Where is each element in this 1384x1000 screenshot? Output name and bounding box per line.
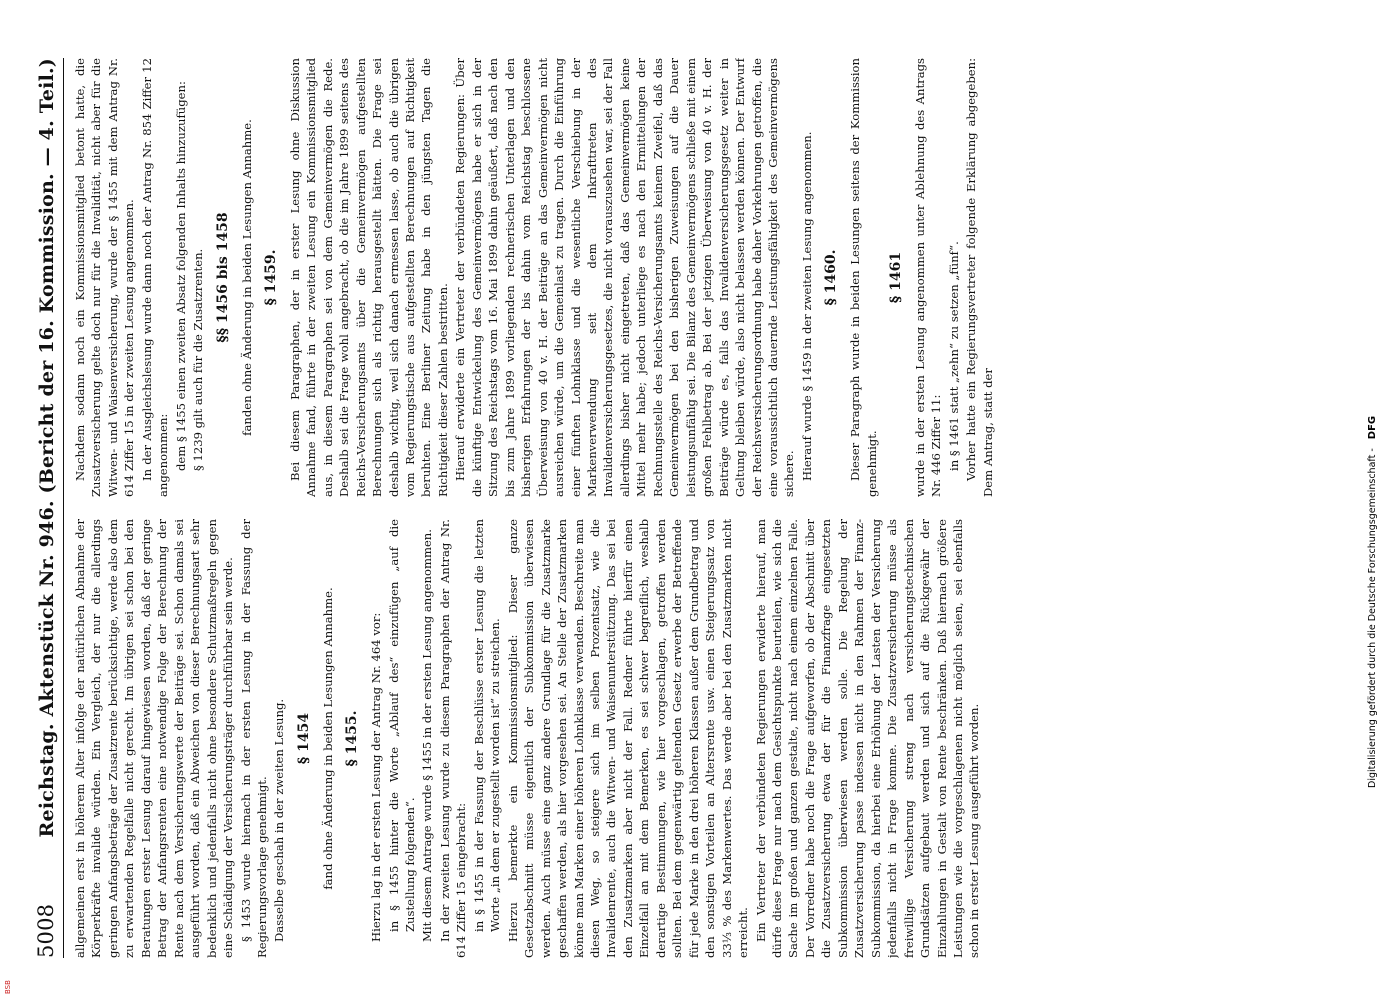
quoted-motion: in § 1455 hinter die Worte „Ablauf des“ einzufügen „auf die Zustellung folgenden“.: [386, 519, 417, 932]
paragraph: Mit diesem Antrage wurde § 1455 in der ersten Lesung angenommen.: [420, 529, 435, 942]
library-mark-text: BSB: [4, 980, 12, 994]
paragraph: fanden ohne Änderung in beiden Lesungen Annahme.: [239, 119, 254, 436]
paragraph: In der Ausgleichslesung wurde dann noch der Antrag Nr. 854 Ziffer 12 angenommen:: [139, 58, 171, 497]
right-column: [72, 58, 1282, 497]
library-mark: [2, 960, 14, 994]
page-number: 5008: [34, 903, 58, 958]
paragraph: § 1453 wurde hiernach in der ersten Lesung in der Fassung der Regierungsvorlage genehmigt.: [238, 519, 269, 958]
section-heading-1454: § 1454: [295, 712, 312, 765]
paragraph: In der zweiten Lesung wurde zu diesem Paragraphen der Antrag Nr. 614 Ziffer 15 eingebracht:: [437, 519, 469, 958]
section-heading-1455: § 1455.: [344, 710, 361, 767]
paragraph: Vorher hatte ein Regierungsvertreter folgende Erklärung abgegeben: Dem Antrag, statt der: [964, 58, 995, 497]
section-heading-1460: § 1460.: [823, 249, 840, 306]
quoted-motion: in § 1461 statt „zehn“ zu setzen „fünf“.: [946, 241, 961, 471]
paragraph: Bei diesem Paragraphen, der in erster Lesung ohne Diskussion Annahme fand, führte in der zweiten Lesung ein Kommissionsmitglied aus, in diesem Paragraphen sei von dem Gemeinvermögen die Rede. Deshalb sei die Frage wohl angebracht, ob die im Jahre 1899 seitens des Reichs-Versicherungsamts über die Gemeinvermögen aufgestellten Berechnungen sich als richtig herausgestellt hätten. Die Frage sei deshalb wichtig, weil sich danach ermessen lasse, ob auch die übrigen vom Regierungstische aus aufgestellten Berechnungen auf Richtigkeit beruhten. Eine Berliner Zeitung habe in den jüngsten Tagen die Richtigkeit dieser Zahlen bestritten.: [287, 58, 450, 497]
digitization-credit: [1362, 8, 1384, 788]
paragraph: Hierzu lag in der ersten Lesung der Antrag Nr. 464 vor:: [369, 612, 384, 942]
running-title: Reichstag. Aktenstück Nr. 946. (Bericht der 16. Kommission. — 4. Teil.): [36, 58, 58, 838]
left-column: [72, 519, 1282, 958]
paragraph: Dieser Paragraph wurde in beiden Lesungen seitens der Kommission genehmigt.: [848, 58, 879, 497]
dfg-logo: DFG: [1367, 415, 1378, 440]
paragraph: Hierauf erwiderte ein Vertreter der verbündeten Regierungen: Über die künftige Entwickelung des Gemeinvermögens habe er sich in der Sitzung des Reichstags vom 16. Mai 1899 dahin geäußert, daß nach den bis zum Jahre 1899 vorliegenden rechnerischen Unterlagen und den bisherigen Erfahrungen der bis dahin vom Reichstag beschlossene Überweisung von 40 v. H. der Beiträge an das Gemeinvermögen nicht ausreichen würde, um die Gemeinlast zu tragen. Durch die Einführung einer fünften Lohnklasse und die wesentliche Verschiebung in der Markenverwendung seit dem Inkrafttreten des Invalidenversicherungsgesetzes, die nicht vorauszusehen war, sei der Fall allerdings bisher nicht eingetreten, daß das Gemeinvermögen keine Mittel mehr habe; jedoch unterliege es nach den Ermittelungen der Rechnungsstelle des Reichs-Versicherungsamts keinem Zweifel, daß das Gemeinvermögen bei den bisherigen Zuweisungen auf die Dauer leistungsunfähig sei. Die Bilanz des Gemeinvermögens schließe mit einem großen Fehlbetrag ab. Bei der jetzigen Überweisung von 40 v. H. der Beiträge würde es, falls das Invalidenversicherungsgesetz weiter in Geltung bleiben würde, also nicht belassen werden können. Der Entwurf der Reichsversicherungsordnung habe daher Vorkehrungen getroffen, die eine voraussichtlich dauernde Leistungsfähigkeit des Gemeinvermögens sichere.: [453, 58, 797, 497]
paragraph: Nachdem sodann noch ein Kommissionsmitglied betont hatte, die Zusatzversicherung gelte doch nur für die Invalidität, nicht aber für die Witwen- und Waisenversicherung, wurde der § 1455 mit dem Antrag Nr. 614 Ziffer 15 in der zweiten Lesung angenommen.: [73, 58, 137, 497]
page-header: [34, 58, 64, 958]
quoted-motion: § 1239 gilt auch für die Zusatzrenten.: [191, 248, 206, 471]
paragraph: wurde in der ersten Lesung angenommen unter Ablehnung des Antrags Nr. 446 Ziffer 11:: [912, 58, 944, 497]
paragraph: Dasselbe geschah in der zweiten Lesung.: [272, 698, 287, 942]
paragraph: Ein Vertreter der verbündeten Regierungen erwiderte hierauf, man dürfe diese Frage nur nach dem Gesichtspunkte beurteilen, wie sich die Sache im großen und ganzen gestalte, nicht nach einem einzelnen Falle. Der Vorredner habe noch die Frage aufgeworfen, ob der Abschnitt über die Zusatzversicherung etwa der für die Finanzfrage eingesetzten Subkommission überwiesen werden solle. Die Regelung der Zusatzversicherung passe indessen nicht in den Rahmen der Finanz-Subkommission, da hierbei eine Erhöhung der Lasten der Versicherung jedenfalls nicht in Frage komme. Die Zusatzversicherung müsse als freiwillige Versicherung streng nach versicherungstechnischen Grundsätzen aufgebaut werden und sich auf die Rückgewähr der Einzahlungen in Gestalt von Rente beschränken. Daß hiernach größere Leistungen wie die vorgeschlagenen nicht möglich seien, sei ebenfalls schon in erster Lesung ausgeführt worden.: [753, 519, 982, 958]
quoted-motion: dem § 1455 einen zweiten Absatz folgenden Inhalts hinzuzufügen:: [173, 81, 188, 471]
section-heading-1456-1458: §§ 1456 bis 1458: [214, 212, 231, 343]
paragraph: fand ohne Änderung in beiden Lesungen Annahme.: [320, 587, 335, 890]
section-heading-1459: § 1459.: [262, 249, 279, 306]
section-heading-1461: § 1461: [888, 251, 905, 304]
paragraph: Hierauf wurde § 1459 in der zweiten Lesung angenommen.: [799, 131, 814, 481]
paragraph: allgemeinen erst in höherem Alter infolge der natürlichen Abnahme der Körperkräfte invalide würden. Ein Vergleich, der nur die allerdings geringen Anfangsbeträge der Zusatzrente berücksichtige, werde also dem zu erwartenden Regelfalle nicht gerecht. Im übrigen sei schon bei den Beratungen erster Lesung darauf hingewiesen worden, daß der geringe Betrag der Anfangsrenten eine notwendige Folge der Berechnung der Rente nach dem Versicherungswerte der Beiträge sei. Schon damals sei ausgeführt worden, daß ein Abweichen von dieser Berechnungsart sehr bedenklich und jedenfalls nicht ohne besondere Schutzmaßregeln gegen eine Schädigung der Versicherungsträger durchführbar sein werde.: [73, 519, 236, 958]
quoted-motion: in § 1455 in der Fassung der Beschlüsse erster Lesung die letzten Worte „in dem er zugestellt worden ist“ zu streichen.: [471, 519, 503, 932]
text-columns: [72, 58, 1282, 958]
credit-text: Digitalisierung gefördert durch die Deutsche Forschungsgemeinschaft -: [1367, 448, 1378, 788]
paragraph: Hierzu bemerkte ein Kommissionsmitglied: Dieser ganze Gesetzabschnitt müsse eigentlich der Subkommission überwiesen werden. Auch müsse eine ganz andere Grundlage für die Zusatzmarke geschaffen werden, als hier vorgesehen sei. An Stelle der Zusatzmarken könne man Marken einer höheren Lohnklasse verwenden. Beschreite man diesen Weg, so steigere sich im selben Prozentsatz, wie die Invalidenrente, auch die Witwen- und Waisenunterstützung. Das sei bei den Zusatzmarken aber nicht der Fall. Redner führte hierfür einen Einzelfall an mit dem Bemerken, es sei schwer begreiflich, weshalb derartige Bestimmungen, wie hier vorgeschlagen, getroffen werden sollten. Bei dem gegenwärtig geltenden Gesetz erwerbe der Betreffende für jede Marke in den drei höheren Klassen außer dem Grundbetrag und den sonstigen Vorteilen an Altersrente usw. einen Steigerungssatz von 33⅓ % des Markenwertes. Das werde aber bei den Zusatzmarken nicht erreicht.: [505, 519, 751, 958]
